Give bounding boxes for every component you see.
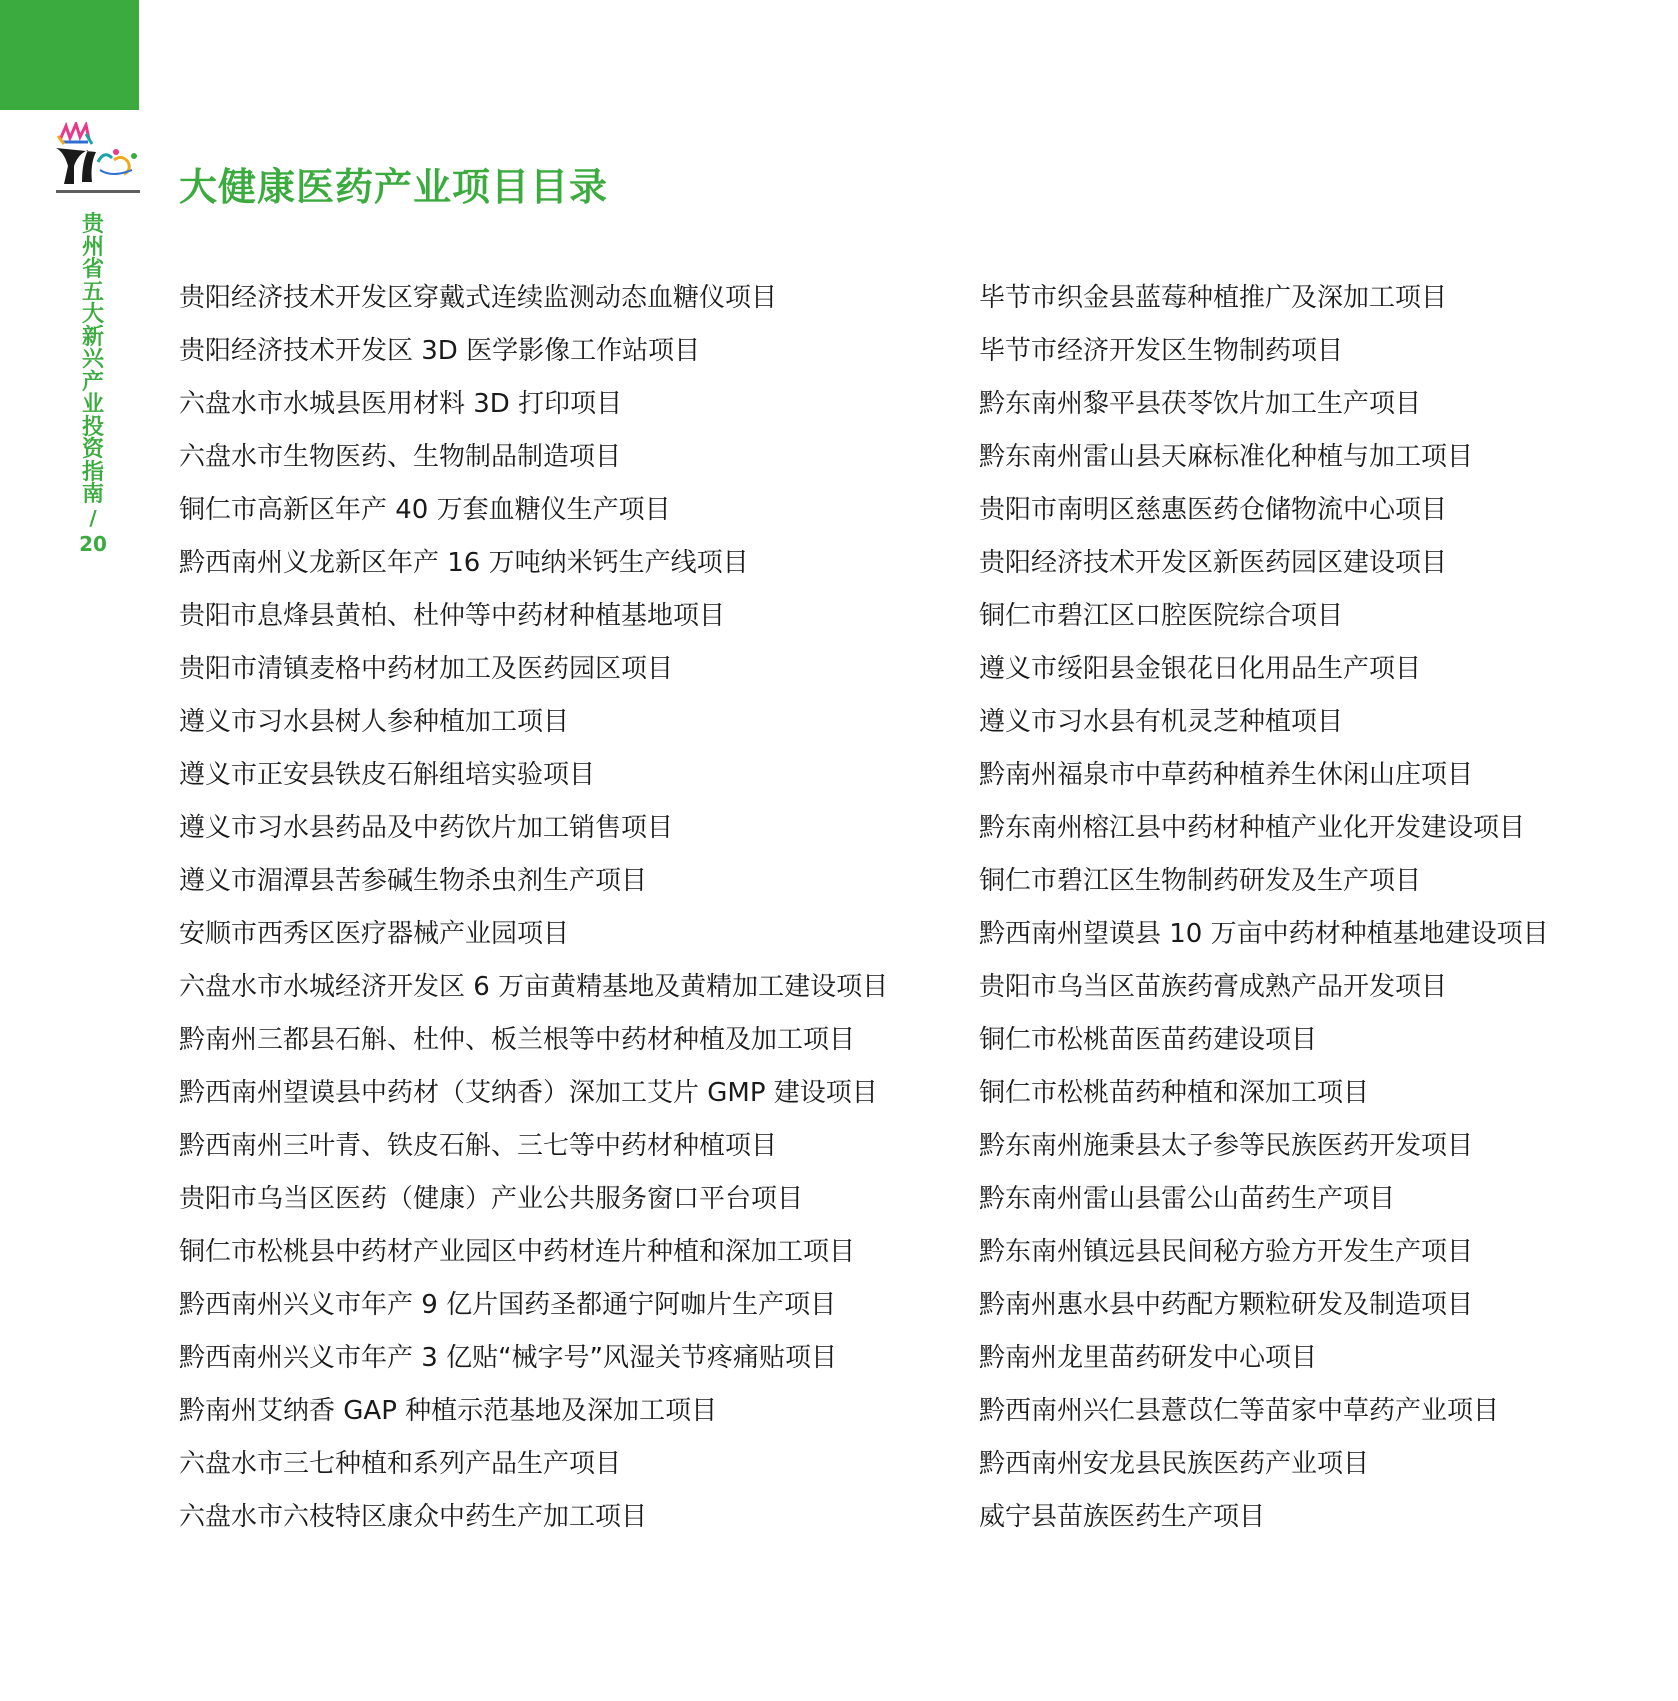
list-item: 贵阳经济技术开发区新医药园区建设项目 bbox=[979, 548, 1448, 578]
project-list-right bbox=[979, 272, 1669, 1544]
list-item: 黔东南州雷山县雷公山苗药生产项目 bbox=[979, 1184, 1396, 1214]
list-item: 六盘水市水城县医用材料 3D 打印项目 bbox=[179, 389, 623, 419]
page-title: 大健康医药产业项目目录 bbox=[179, 165, 609, 209]
list-item: 遵义市习水县树人参种植加工项目 bbox=[179, 707, 570, 737]
list-item: 铜仁市松桃县中药材产业园区中药材连片种植和深加工项目 bbox=[179, 1237, 856, 1267]
list-item: 贵阳市息烽县黄柏、杜仲等中药材种植基地项目 bbox=[179, 601, 726, 631]
sidebar-char: 指 bbox=[81, 459, 104, 485]
sidebar-char: 资 bbox=[81, 437, 104, 462]
list-item: 黔西南州兴仁县薏苡仁等苗家中草药产业项目 bbox=[979, 1396, 1500, 1426]
page-number: 20 bbox=[79, 531, 107, 556]
sidebar-char: 南 bbox=[81, 482, 104, 507]
list-item: 黔西南州安龙县民族医药产业项目 bbox=[979, 1449, 1370, 1479]
list-item: 黔南州福泉市中草药种植养生休闲山庄项目 bbox=[979, 760, 1474, 790]
sidebar-char: 产 bbox=[81, 369, 104, 395]
sidebar-char: 新 bbox=[81, 324, 104, 350]
list-item: 贵阳经济技术开发区穿戴式连续监测动态血糖仪项目 bbox=[179, 283, 778, 313]
list-item: 遵义市习水县药品及中药饮片加工销售项目 bbox=[179, 813, 674, 843]
sidebar-char: 大 bbox=[81, 302, 104, 327]
list-item: 黔东南州雷山县天麻标准化种植与加工项目 bbox=[979, 442, 1474, 472]
list-item: 黔南州艾纳香 GAP 种植示范基地及深加工项目 bbox=[179, 1396, 718, 1426]
list-item: 铜仁市松桃苗医苗药建设项目 bbox=[979, 1025, 1318, 1055]
list-item: 铜仁市高新区年产 40 万套血糖仪生产项目 bbox=[179, 495, 671, 525]
list-item: 遵义市绥阳县金银花日化用品生产项目 bbox=[979, 654, 1422, 684]
guizhou-mountain-logo-icon bbox=[52, 122, 144, 200]
sidebar-char: 五 bbox=[81, 279, 104, 305]
list-item: 遵义市湄潭县苦参碱生物杀虫剂生产项目 bbox=[179, 866, 648, 896]
list-item: 遵义市正安县铁皮石斛组培实验项目 bbox=[179, 760, 596, 790]
list-item: 六盘水市生物医药、生物制品制造项目 bbox=[179, 442, 622, 472]
sidebar-char: 贵 bbox=[81, 212, 104, 237]
list-item: 黔东南州黎平县茯苓饮片加工生产项目 bbox=[979, 389, 1422, 419]
list-item: 贵阳经济技术开发区 3D 医学影像工作站项目 bbox=[179, 336, 701, 366]
list-item: 黔东南州镇远县民间秘方验方开发生产项目 bbox=[979, 1237, 1474, 1267]
sidebar-char: 州 bbox=[81, 234, 104, 260]
list-item: 黔西南州兴义市年产 9 亿片国药圣都通宁阿咖片生产项目 bbox=[179, 1290, 837, 1320]
sidebar-char: 投 bbox=[81, 414, 104, 440]
list-item: 黔西南州义龙新区年产 16 万吨纳米钙生产线项目 bbox=[179, 548, 749, 578]
list-item: 毕节市织金县蓝莓种植推广及深加工项目 bbox=[979, 283, 1448, 313]
list-item: 黔西南州望谟县 10 万亩中药材种植基地建设项目 bbox=[979, 919, 1549, 949]
list-item: 贵阳市乌当区医药（健康）产业公共服务窗口平台项目 bbox=[179, 1184, 804, 1214]
list-item: 六盘水市三七种植和系列产品生产项目 bbox=[179, 1449, 622, 1479]
list-item: 黔西南州望谟县中药材（艾纳香）深加工艾片 GMP 建设项目 bbox=[179, 1078, 878, 1108]
list-item: 贵阳市清镇麦格中药材加工及医药园区项目 bbox=[179, 654, 674, 684]
list-item: 贵阳市乌当区苗族药膏成熟产品开发项目 bbox=[979, 972, 1448, 1002]
list-item: 威宁县苗族医药生产项目 bbox=[979, 1502, 1266, 1532]
sidebar-char: 业 bbox=[81, 392, 104, 417]
list-item: 毕节市经济开发区生物制药项目 bbox=[979, 336, 1344, 366]
list-item: 铜仁市碧江区生物制药研发及生产项目 bbox=[979, 866, 1422, 896]
list-item: 黔南州三都县石斛、杜仲、板兰根等中药材种植及加工项目 bbox=[179, 1025, 856, 1055]
list-item: 黔西南州三叶青、铁皮石斛、三七等中药材种植项目 bbox=[179, 1131, 778, 1161]
list-item: 遵义市习水县有机灵芝种植项目 bbox=[979, 707, 1344, 737]
list-item: 黔南州龙里苗药研发中心项目 bbox=[979, 1343, 1318, 1373]
list-item: 铜仁市松桃苗药种植和深加工项目 bbox=[979, 1078, 1370, 1108]
corner-color-block bbox=[0, 0, 139, 110]
sidebar-char: 省 bbox=[81, 257, 104, 282]
list-item: 黔南州惠水县中药配方颗粒研发及制造项目 bbox=[979, 1290, 1474, 1320]
list-item: 黔西南州兴义市年产 3 亿贴“械字号”风湿关节疼痛贴项目 bbox=[179, 1343, 838, 1373]
sidebar-separator: / bbox=[89, 505, 97, 530]
list-item: 黔东南州榕江县中药材种植产业化开发建设项目 bbox=[979, 813, 1526, 843]
list-item: 贵阳市南明区慈惠医药仓储物流中心项目 bbox=[979, 495, 1448, 525]
list-item: 铜仁市碧江区口腔医院综合项目 bbox=[979, 601, 1344, 631]
list-item: 黔东南州施秉县太子参等民族医药开发项目 bbox=[979, 1131, 1474, 1161]
list-item: 六盘水市水城经济开发区 6 万亩黄精基地及黄精加工建设项目 bbox=[179, 972, 889, 1002]
list-item: 安顺市西秀区医疗器械产业园项目 bbox=[179, 919, 570, 949]
vertical-sidebar-title bbox=[80, 214, 106, 557]
sidebar-char: 兴 bbox=[81, 347, 104, 372]
list-item: 六盘水市六枝特区康众中药生产加工项目 bbox=[179, 1502, 648, 1532]
project-list-left bbox=[179, 272, 939, 1544]
